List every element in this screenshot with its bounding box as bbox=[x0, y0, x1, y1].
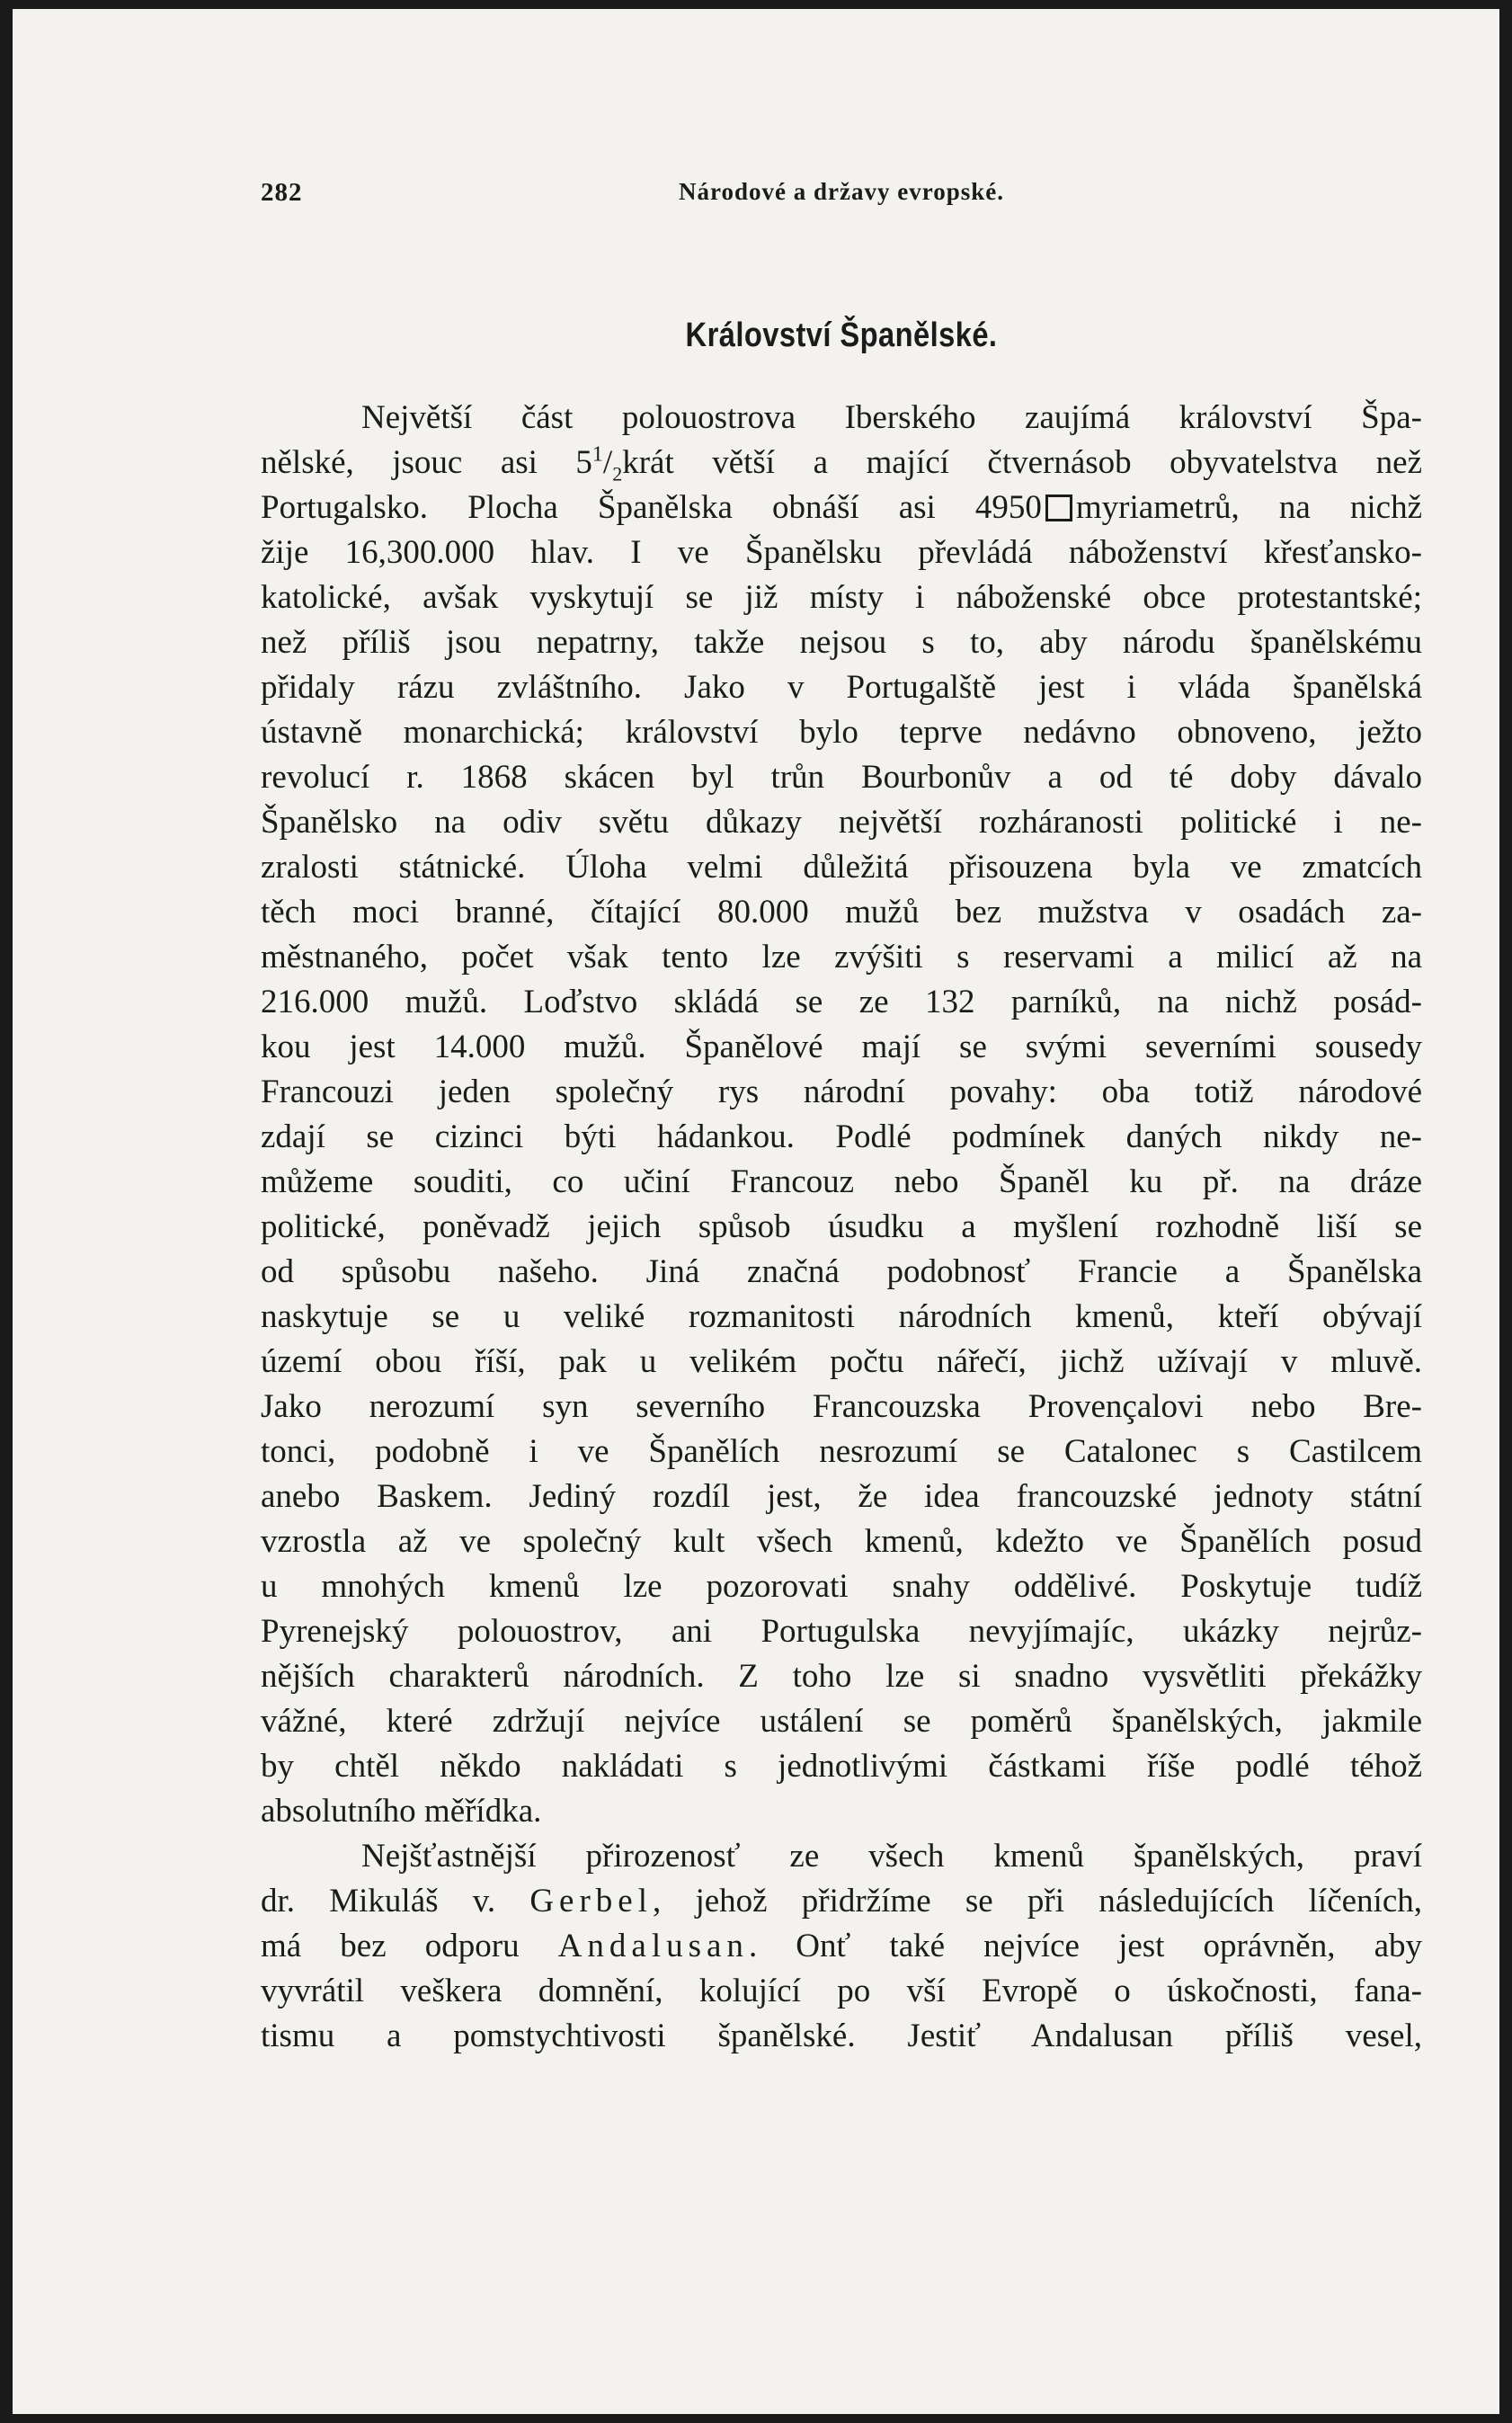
body-text bbox=[261, 396, 1422, 2059]
emphasized-term: Andalusan bbox=[557, 1928, 749, 1964]
square-unit-icon bbox=[1045, 494, 1072, 521]
text-fragment: nělské, jsouc asi 5 bbox=[261, 444, 592, 481]
text-line: by chtěl někdo nakládati s jednotlivými částkami říše podlé téhož bbox=[261, 1748, 1422, 1785]
fraction-denominator: 2 bbox=[612, 462, 623, 485]
text-line: anebo Baskem. Jediný rozdíl jest, že idea francouzské jednoty státní bbox=[261, 1478, 1422, 1515]
text-line: Španělsko na odiv světu důkazy největší rozháranosti politické i ne- bbox=[261, 804, 1422, 841]
chapter-title: Království Španělské. bbox=[685, 316, 998, 354]
text-line: Pyrenejský polouostrov, ani Portugulska nevyjímajíc, ukázky nejrůz- bbox=[261, 1613, 1422, 1650]
text-line: vážné, které zdržují nejvíce ustálení se poměrů španělských, jakmile bbox=[261, 1703, 1422, 1740]
text-line: ústavně monarchická; království bylo teprve nedávno obnoveno, ježto bbox=[261, 714, 1422, 751]
text-line: 216.000 mužů. Loďstvo skládá se ze 132 parníků, na nichž posád- bbox=[261, 984, 1422, 1020]
text-fragment: , jehož přidržíme se při následujících líčeních, bbox=[653, 1883, 1422, 1920]
text-line: absolutního měřídka. bbox=[261, 1793, 542, 1830]
page-number: 282 bbox=[261, 178, 303, 207]
text-line: vyvrátil veškera domnění, kolující po vší Evropě o úskočnosti, fana- bbox=[261, 1973, 1422, 2009]
text-line: kou jest 14.000 mužů. Španělové mají se svými severními sousedy bbox=[261, 1029, 1422, 1065]
text-line: Jako nerozumí syn severního Francouzska Provençalovi nebo Bre- bbox=[261, 1388, 1422, 1425]
text-line: naskytuje se u veliké rozmanitosti národních kmenů, kteří obývají bbox=[261, 1298, 1422, 1335]
text-line: tonci, podobně i ve Španělích nesrozumí se Catalonec s Castilcem bbox=[261, 1433, 1422, 1470]
text-line: u mnohých kmenů lze pozorovati snahy oddělivé. Poskytuje tudíž bbox=[261, 1568, 1422, 1605]
text-line: vzrostla až ve společný kult všech kmenů, kdežto ve Španělích posud bbox=[261, 1523, 1422, 1560]
text-line: těch moci branné, čítající 80.000 mužů bez mužstva v osadách za- bbox=[261, 894, 1422, 931]
page bbox=[13, 9, 1499, 2414]
text-line: od spůsobu našeho. Jiná značná podobnosť Francie a Španělska bbox=[261, 1253, 1422, 1290]
text-fragment: myriametrů, na nichž bbox=[1075, 489, 1422, 526]
text-line bbox=[261, 1879, 1422, 1924]
text-line: Nejšťastnější přirozenosť ze všech kmenů španělských, praví bbox=[361, 1838, 1422, 1875]
text-line: nějších charakterů národních. Z toho lze si snadno vysvětliti překážky bbox=[261, 1658, 1422, 1695]
text-line: přidaly rázu zvláštního. Jako v Portugalště jest i vláda španělská bbox=[261, 669, 1422, 706]
text-line: než příliš jsou nepatrny, takže nejsou s to, aby národu španělskému bbox=[261, 624, 1422, 661]
text-line: zdají se cizinci býti hádankou. Podlé podmínek daných nikdy ne- bbox=[261, 1118, 1422, 1155]
text-line: revolucí r. 1868 skácen byl trůn Bourbonův a od té doby dávalo bbox=[261, 759, 1422, 796]
text-line: území obou říší, pak u velikém počtu nářečí, jichž užívají v mluvě. bbox=[261, 1343, 1422, 1380]
text-fragment: krát větší a mající čtvernásob obyvatelstva než bbox=[622, 444, 1422, 481]
running-title: Národové a državy evropské. bbox=[679, 178, 1004, 205]
text-line: zralosti státnické. Úloha velmi důležitá přisouzena byla ve zmatcích bbox=[261, 849, 1422, 886]
text-line bbox=[261, 485, 1422, 530]
text-fragment: má bez odporu bbox=[261, 1928, 558, 1964]
text-line: politické, poněvadž jejich spůsob úsudku a myšlení rozhodně liší se bbox=[261, 1208, 1422, 1245]
text-line: Největší část polouostrova Iberského zaujímá království Špa- bbox=[361, 399, 1422, 436]
text-line bbox=[261, 1924, 1422, 1969]
text-fragment: Portugalsko. Plocha Španělska obnáší asi 4950 bbox=[261, 489, 1042, 526]
text-line: Francouzi jeden společný rys národní povahy: oba totiž národové bbox=[261, 1073, 1422, 1110]
text-fragment: . Onť také nejvíce jest oprávněn, aby bbox=[748, 1928, 1423, 1964]
page-header bbox=[261, 178, 1422, 219]
text-line: nělské, jsouc asi $5^1/_2krát$ větší a mající čtvernásob obyvatelstva než bbox=[261, 442, 1422, 485]
text-line: katolické, avšak vyskytují se již místy i náboženské obce protestantské; bbox=[261, 579, 1422, 616]
text-line: žije 16,300.000 hlav. I ve Španělsku převládá náboženství křesťansko- bbox=[261, 534, 1422, 571]
author-name: Gerbel bbox=[529, 1883, 653, 1920]
fraction-numerator: 1 bbox=[591, 442, 603, 467]
text-line: městnaného, počet však tento lze zvýšiti s reservami a milicí až na bbox=[261, 939, 1422, 975]
text-line: tismu a pomstychtivosti španělské. Jestiť Andalusan příliš vesel, bbox=[261, 2018, 1422, 2054]
text-line: můžeme souditi, co učiní Francouz nebo Španěl ku př. na dráze bbox=[261, 1163, 1422, 1200]
text-fragment: dr. Mikuláš v. bbox=[261, 1883, 530, 1920]
